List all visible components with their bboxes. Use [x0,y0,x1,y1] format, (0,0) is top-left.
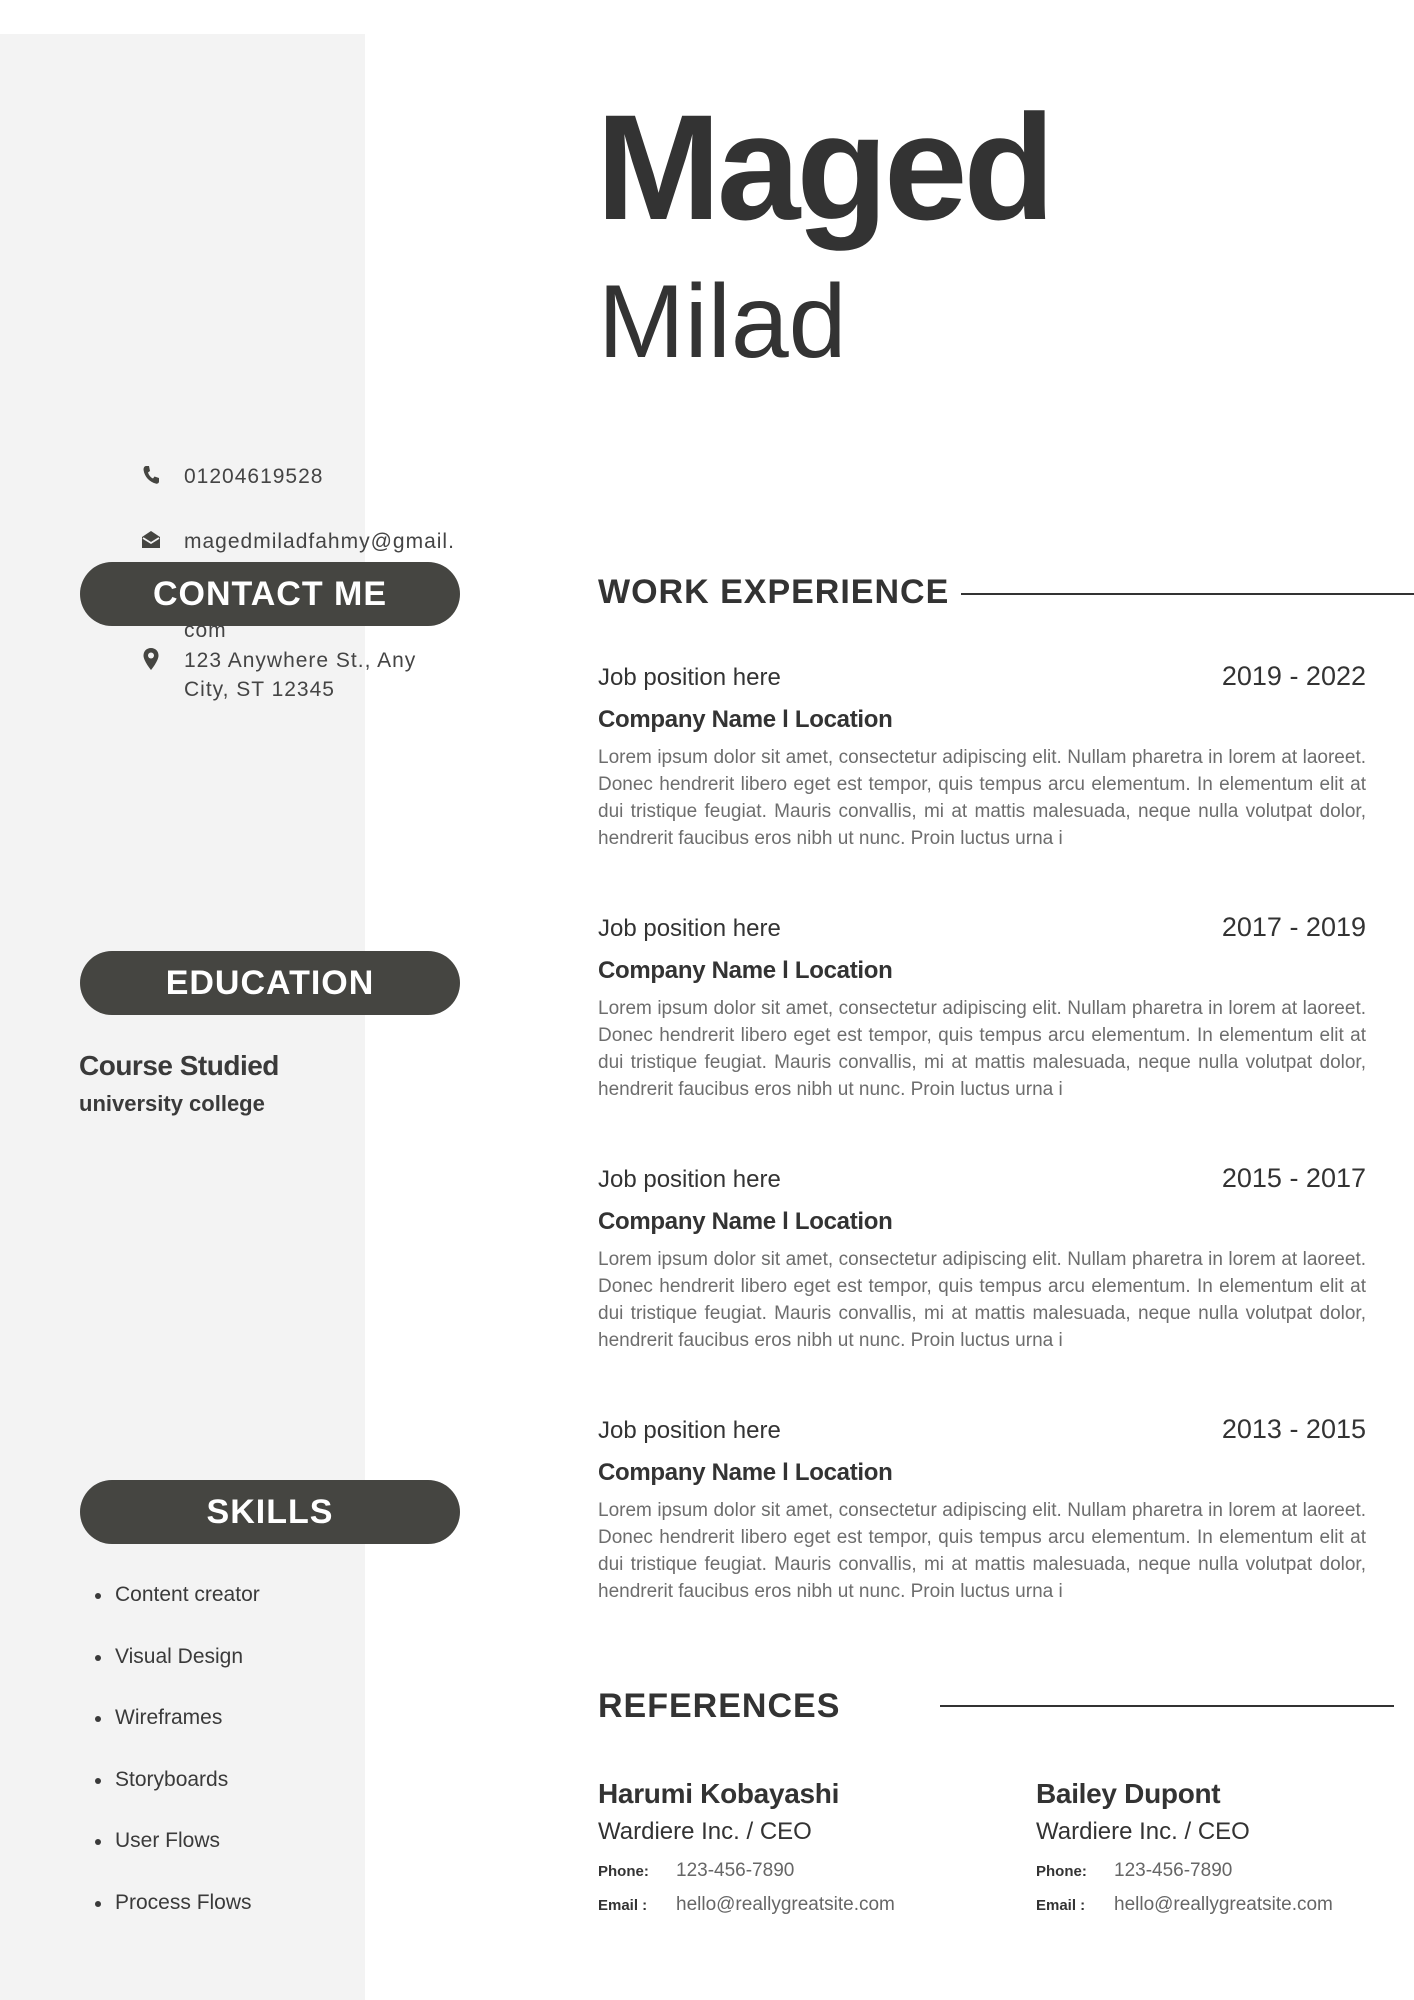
skill-item: User Flows [90,1826,260,1888]
references-title: REFERENCES [598,1687,841,1725]
reference-phone: 123-456-7890 [1114,1860,1233,1881]
reference-email-line [1036,1894,1414,1916]
job-position: Job position here [598,915,781,942]
phone-label: Phone: [598,1863,649,1880]
reference-card [598,1778,998,1916]
job-entry [598,1163,1366,1354]
job-company: Company Name l Location [598,706,893,733]
job-position: Job position here [598,1166,781,1193]
last-name: Milad [598,264,847,380]
first-name: Maged [596,83,1052,251]
phone-number: 01204619528 [184,465,324,488]
job-description: Lorem ipsum dolor sit amet, consectetur adipiscing elit. Nullam pharetra in lorem at laoreet. Donec hendrerit libero eget est tempor, quis tempus arcu elementum. In elementum elit at dui tristique feugiat. Mauris convallis, mi at mattis malesuada, neque nulla volutpat dolor, hendrerit faucibus eros nibh ut nunc. Proin luctus urna i [598,1249,1366,1351]
reference-card [1036,1778,1414,1916]
email-line-1: magedmiladfahmy@gmail. [184,530,455,553]
reference-phone-line [598,1860,998,1882]
education-school: university college [79,1091,265,1116]
email-line-2: com [184,619,227,642]
skill-item: Content creator [90,1580,260,1642]
references-rule [940,1705,1394,1707]
reference-name: Harumi Kobayashi [598,1778,840,1809]
reference-phone-line [1036,1860,1414,1882]
skill-item: Visual Design [90,1642,260,1704]
skill-item: Storyboards [90,1765,260,1827]
location-icon [140,648,162,670]
email-label: Email : [598,1897,648,1914]
reference-email: hello@reallygreatsite.com [1114,1894,1333,1915]
skills-list [90,1580,260,1949]
job-entry [598,1414,1366,1605]
job-company: Company Name l Location [598,1459,893,1486]
address-text: 123 Anywhere St., Any City, ST 12345 [184,649,417,701]
contact-email [140,527,454,556]
job-entry [598,661,1366,852]
job-years: 2019 - 2022 [1221,661,1366,691]
reference-email: hello@reallygreatsite.com [676,1894,895,1915]
job-company: Company Name l Location [598,957,893,984]
email-label: Email : [1036,1897,1086,1914]
skill-item: Process Flows [90,1888,260,1950]
contact-me-title: CONTACT ME [152,574,388,613]
contact-address [140,646,454,704]
job-years: 2017 - 2019 [1221,912,1366,942]
education-header [80,951,460,1015]
contact-phone [140,462,454,491]
job-years: 2015 - 2017 [1221,1163,1366,1193]
email-address [184,527,454,556]
job-description: Lorem ipsum dolor sit amet, consectetur adipiscing elit. Nullam pharetra in lorem at laoreet. Donec hendrerit libero eget est tempor, quis tempus arcu elementum. In elementum elit at dui tristique feugiat. Mauris convallis, mi at mattis malesuada, neque nulla volutpat dolor, hendrerit faucibus eros nibh ut nunc. Proin luctus urna i [598,998,1366,1100]
skills-header [80,1480,460,1544]
email-icon [140,529,162,551]
phone-icon [140,464,162,486]
reference-phone: 123-456-7890 [676,1860,795,1881]
work-experience-title: WORK EXPERIENCE [598,573,950,611]
job-years: 2013 - 2015 [1221,1414,1366,1444]
reference-role: Wardiere Inc. / CEO [1036,1818,1250,1845]
phone-label: Phone: [1036,1863,1087,1880]
reference-role: Wardiere Inc. / CEO [598,1818,812,1845]
education-title: EDUCATION [165,963,375,1002]
job-description: Lorem ipsum dolor sit amet, consectetur adipiscing elit. Nullam pharetra in lorem at laoreet. Donec hendrerit libero eget est tempor, quis tempus arcu elementum. In elementum elit at dui tristique feugiat. Mauris convallis, mi at mattis malesuada, neque nulla volutpat dolor, hendrerit faucibus eros nibh ut nunc. Proin luctus urna i [598,1500,1366,1602]
contact-email-continued [140,616,454,645]
job-position: Job position here [598,664,781,691]
skill-item: Wireframes [90,1703,260,1765]
job-entry [598,912,1366,1103]
job-description: Lorem ipsum dolor sit amet, consectetur adipiscing elit. Nullam pharetra in lorem at laoreet. Donec hendrerit libero eget est tempor, quis tempus arcu elementum. In elementum elit at dui tristique feugiat. Mauris convallis, mi at mattis malesuada, neque nulla volutpat dolor, hendrerit faucibus eros nibh ut nunc. Proin luctus urna i [598,747,1366,849]
work-experience-rule [961,593,1414,595]
job-position: Job position here [598,1417,781,1444]
education-course: Course Studied [79,1050,279,1081]
skills-title: SKILLS [206,1492,334,1531]
reference-email-line [598,1894,998,1916]
reference-name: Bailey Dupont [1036,1778,1221,1809]
job-company: Company Name l Location [598,1208,893,1235]
